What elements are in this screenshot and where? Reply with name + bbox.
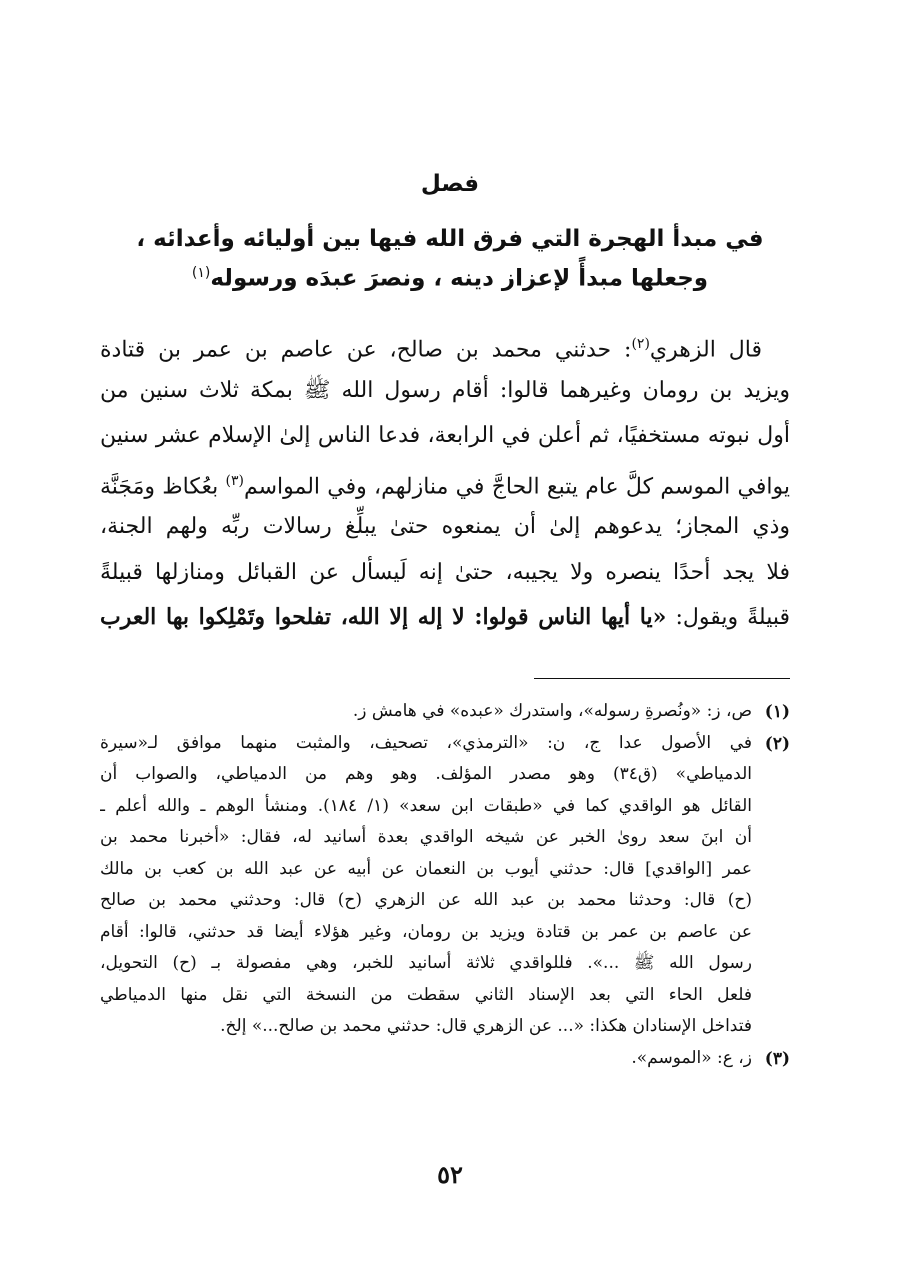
footnote-line: (ح) قال: وحدثنا محمد بن عبد الله عن الزهري (ح) قال: وحدثني محمد بن صالح — [100, 890, 752, 910]
footnote-line: في الأصول عدا ج، ن: «الترمذي»، تصحيف، والمثبت منهما موافق لـ«سيرة — [100, 732, 752, 753]
main-text-line-4-start: يوافي الموسم كلَّ عام يتبع الحاجَّ في منازلهم، وفي المواسم — [243, 473, 790, 499]
footnote-number: (٣) — [764, 1048, 790, 1069]
footnote-ref-2[interactable]: (٢) — [631, 336, 650, 352]
main-text-line-1-end: : حدثني محمد بن صالح، عن عاصم بن عمر بن قتادة — [100, 337, 632, 363]
chapter-heading-line-1: في مبدأ الهجرة التي فرق الله فيها بين أوليائه وأعدائه ، — [136, 226, 764, 252]
main-text-line-6: فلا يجد أحدًا ينصره ولا يجيبه، حتىٰ إنه لَيسأل عن القبائل ومنازلها قبيلةً — [100, 559, 790, 585]
main-text-line-3: أول نبوته مستخفيًا، ثم أعلن في الرابعة، فدعا الناس إلىٰ الإسلام عشر سنين — [100, 423, 790, 448]
main-text-line-4-end: بعُكاظ ومَجَنَّة — [100, 473, 226, 499]
main-text-line-5: وذي المجاز؛ يدعوهم إلىٰ أن يمنعوه حتىٰ يبلِّغ رسالات ربِّه ولهم الجنة، — [100, 514, 790, 539]
footnote-line: عن عاصم بن عمر بن قتادة ويزيد بن رومان، وغير هؤلاء أيضا قد حدثني، قالوا: أقام — [100, 921, 752, 942]
footnote-line: فتداخل الإسنادان هكذا: «... عن الزهري قال: حدثني محمد بن صالح...» إلخ. — [220, 1016, 752, 1036]
footnote-1 — [100, 696, 790, 728]
footnote-line: الدمياطي» (ق٣٤) وهو مصدر المؤلف. وهو وهم من الدمياطي، والصواب أن — [100, 764, 753, 784]
main-text-line-2: ويزيد بن رومان وغيرهما قالوا: أقام رسول الله ﷺ بمكة ثلاث سنين من — [100, 377, 790, 403]
hadith-quote: «يا أيها الناس قولوا: لا إله إلا الله، تفلحوا وتَمْلِكوا بها العرب — [100, 604, 667, 630]
footnote-ref-3[interactable]: (٣) — [225, 472, 244, 489]
footnote-3 — [100, 1043, 790, 1075]
chapter-heading-line-2 — [0, 256, 900, 296]
footnote-line: رسول الله ﷺ ...». فللواقدي ثلاثة أسانيد للخبر، وهي مفصولة بـ (ح) التحويل، — [100, 953, 752, 973]
footnote-separator — [534, 678, 790, 679]
footnote-line: عمر [الواقدي] قال: حدثني أيوب بن النعمان عن أبيه عن عبد الله بن كعب بن مالك — [100, 858, 752, 879]
main-text-line-7 — [100, 595, 790, 641]
main-text-line-4 — [100, 459, 790, 505]
main-text — [100, 322, 790, 641]
main-text-line-1-start: قال الزهري — [649, 337, 762, 363]
main-text-line-1 — [100, 322, 790, 368]
footnote-line: ص، ز: «ونُصرةِ رسوله»، واستدرك «عبده» في هامش ز. — [352, 701, 752, 721]
footnote-line: القائل هو الواقدي كما في «طبقات ابن سعد» (١/ ١٨٤). ومنشأ الوهم ـ والله أعلم ـ — [100, 795, 752, 816]
footnote-line: ز، ع: «الموسم». — [631, 1047, 752, 1068]
chapter-heading-line-2-text: وجعلها مبدأً لإعزاز دينه ، ونصرَ عبدَه ورسوله — [210, 265, 709, 292]
footnote-line: أن ابنَ سعد روىٰ الخبر عن شيخه الواقدي بعدة أسانيد له، فقال: «أخبرنا محمد بن — [100, 827, 752, 847]
footnote-line: فلعل الحاء التي بعد الإسناد الثاني سقطت من النسخة التي نقل منها الدمياطي — [100, 984, 752, 1005]
footnote-2 — [100, 728, 790, 1043]
main-text-line-7-start: قبيلةً ويقول: — [666, 605, 790, 630]
section-label: فصل — [420, 171, 480, 197]
footnote-number: (١) — [764, 702, 790, 722]
page-number: ٥٢ — [437, 1160, 463, 1189]
footnotes — [100, 696, 790, 1074]
footnote-ref-1[interactable]: (١) — [191, 265, 211, 281]
footnote-number: (٢) — [764, 733, 790, 754]
